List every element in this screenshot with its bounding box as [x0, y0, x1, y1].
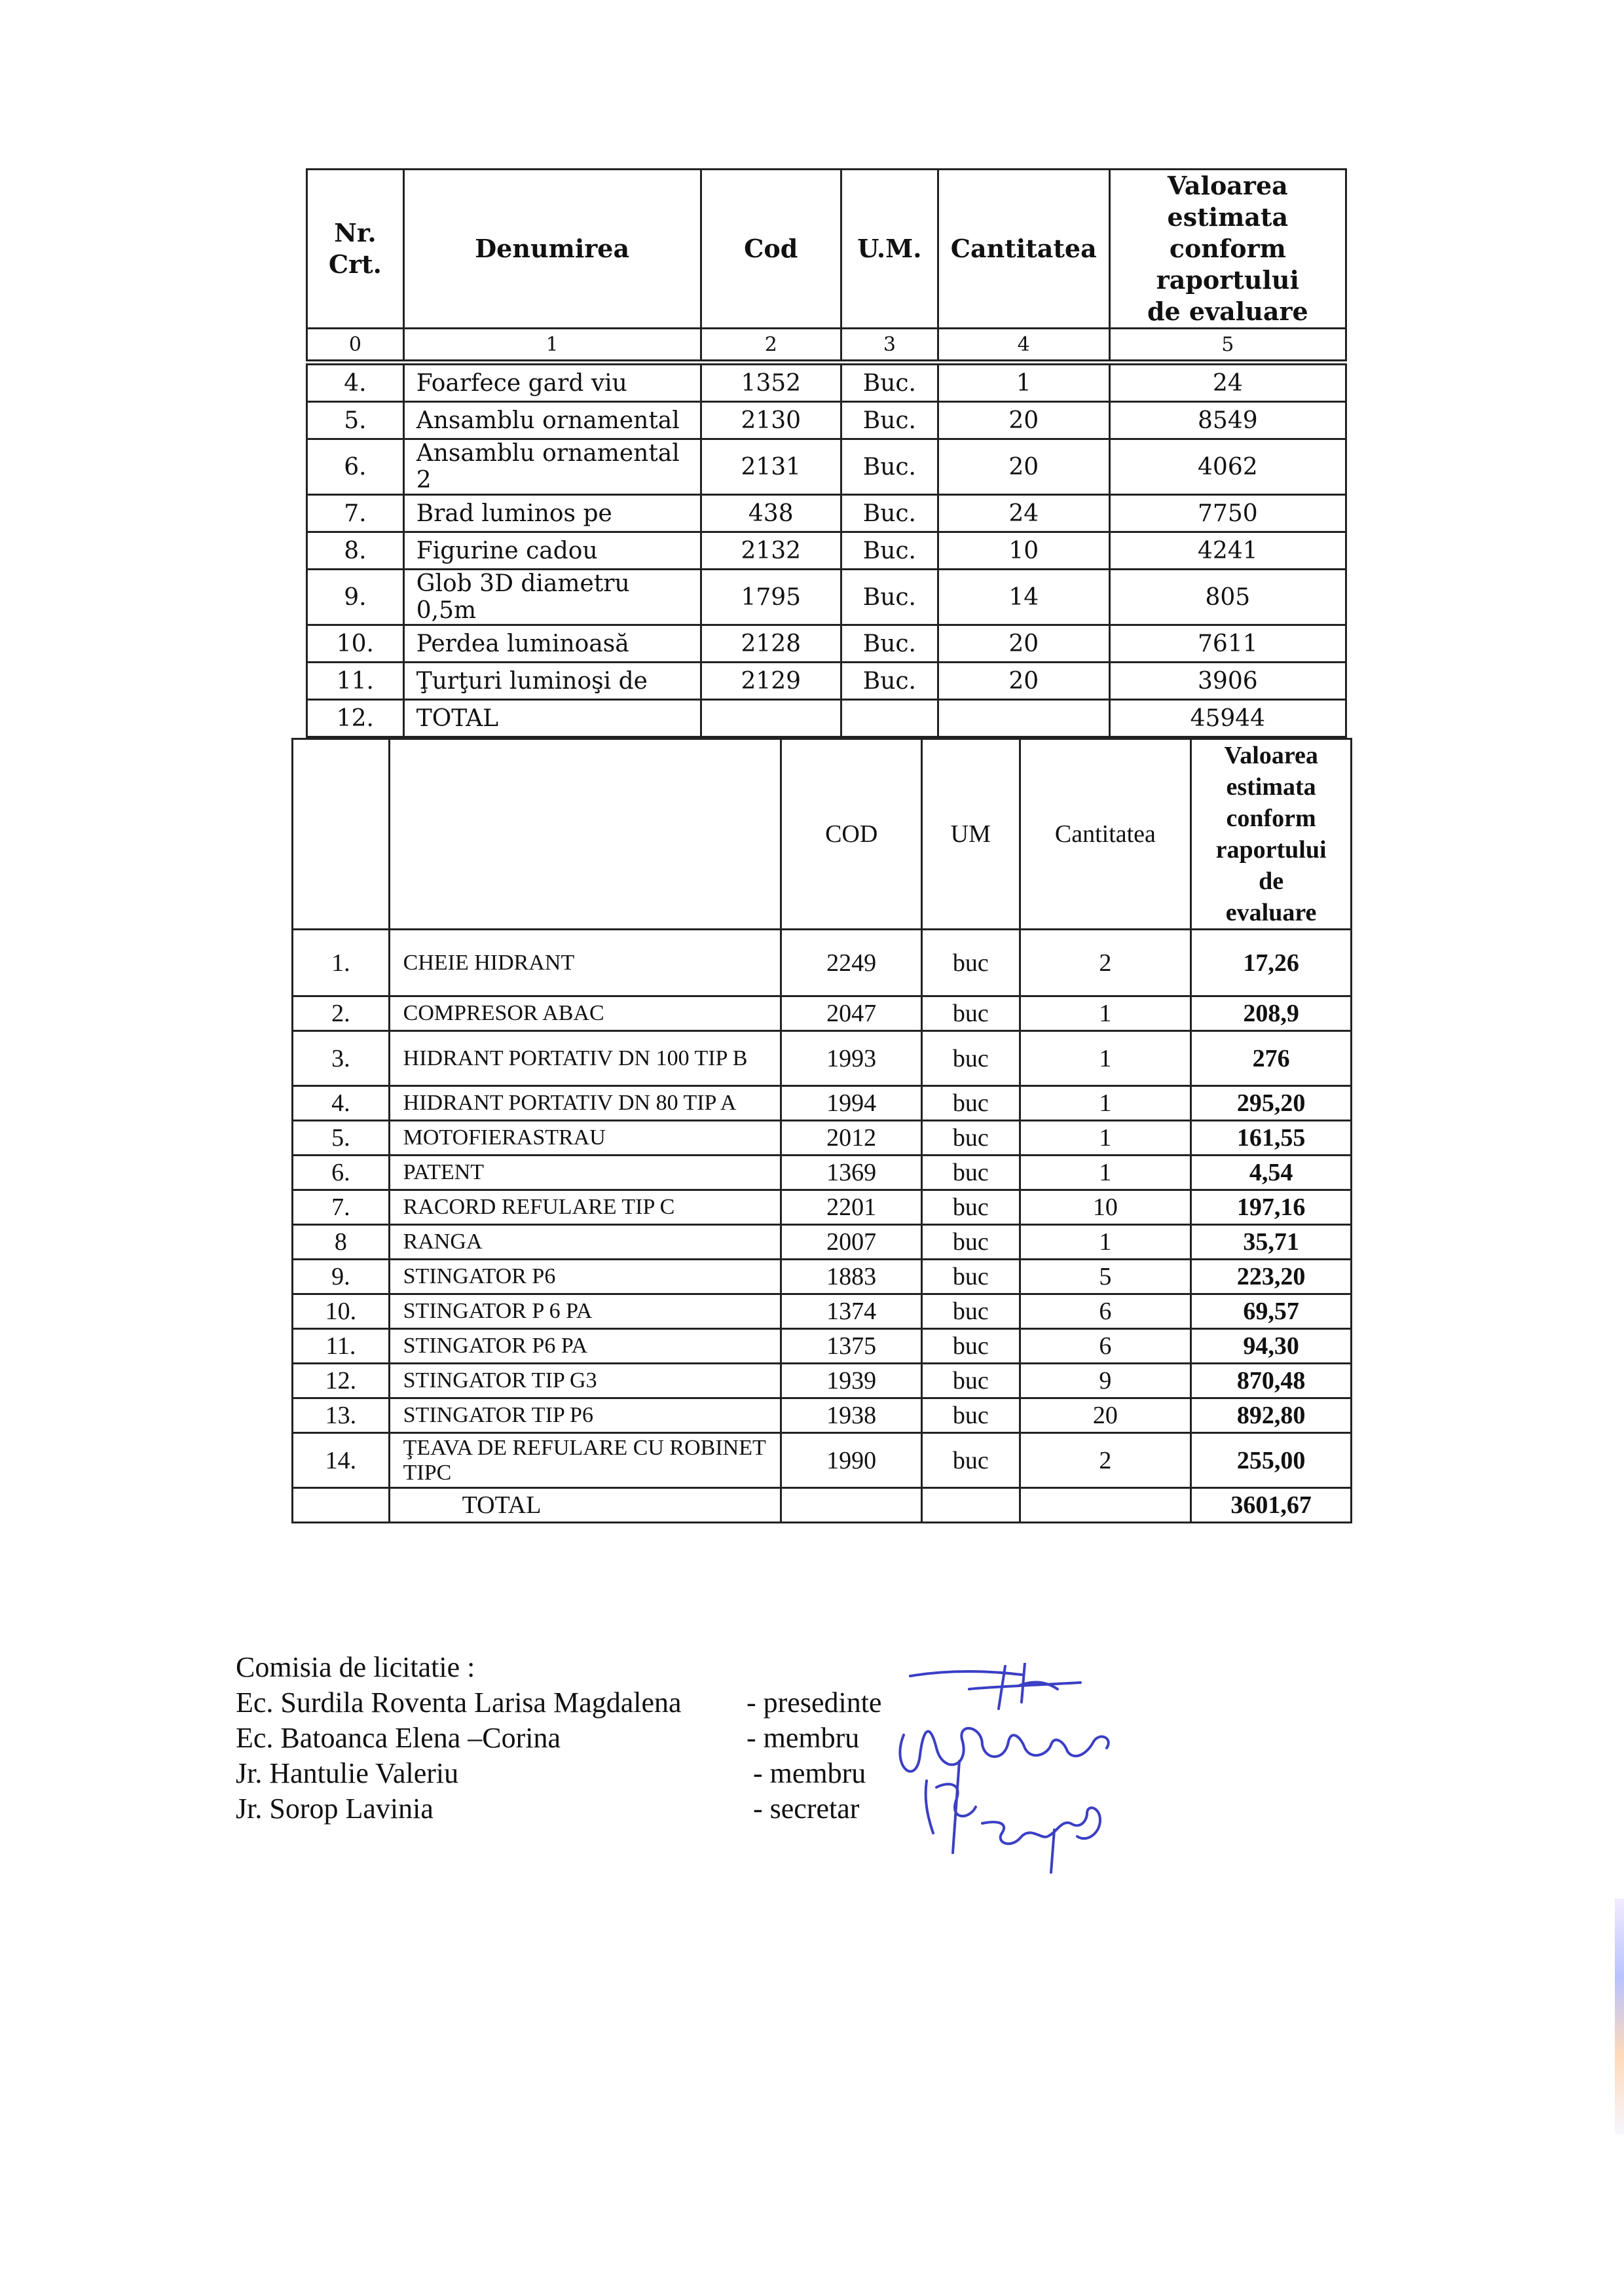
cell-nr: 5.	[307, 402, 404, 439]
cell-name: HIDRANT PORTATIV DN 100 TIP B	[389, 1031, 781, 1086]
cell-nr: 1.	[293, 930, 390, 996]
cell-name: Figurine cadou	[403, 532, 701, 570]
cell-name: STINGATOR P6	[389, 1260, 781, 1294]
header-row	[293, 739, 1352, 930]
total-value: 3601,67	[1191, 1488, 1352, 1523]
cell-qty: 10	[1020, 1190, 1191, 1225]
cell-nr: 9.	[307, 570, 404, 625]
cell-nr: 2.	[293, 996, 390, 1031]
cell-cod: 2007	[781, 1225, 921, 1260]
cell-um: buc	[921, 1364, 1020, 1398]
table-row	[307, 363, 1346, 402]
cell-val: 17,26	[1191, 930, 1352, 996]
member-role: - secretar	[753, 1793, 860, 1825]
cell-qty: 6	[1020, 1294, 1191, 1329]
table-row	[307, 402, 1346, 439]
cell-um: Buc.	[841, 363, 938, 402]
cell-name: RACORD REFULARE TIP C	[389, 1190, 781, 1225]
cell-val: 870,48	[1191, 1364, 1352, 1398]
cell-name: Ansamblu ornamental	[403, 402, 701, 439]
table-row	[293, 1364, 1352, 1398]
table-row	[293, 1294, 1352, 1329]
total-label: TOTAL	[403, 700, 701, 737]
cell-name: RANGA	[389, 1225, 781, 1260]
cell-name: STINGATOR P 6 PA	[389, 1294, 781, 1329]
empty-cell	[781, 1488, 921, 1523]
cell-val: 805	[1109, 570, 1346, 625]
cell-val: 94,30	[1191, 1329, 1352, 1364]
column-index: 0	[307, 329, 404, 363]
cell-um: buc	[921, 1086, 1020, 1121]
cell-nr: 11.	[307, 663, 404, 700]
inventory-table-2	[291, 738, 1352, 1523]
cell-um: buc	[921, 1260, 1020, 1294]
cell-um: Buc.	[841, 663, 938, 700]
cell-qty: 1	[1020, 1031, 1191, 1086]
cell-cod: 2047	[781, 996, 921, 1031]
table-row	[293, 930, 1352, 996]
cell-nr: 8.	[307, 532, 404, 570]
cell-val: 255,00	[1191, 1433, 1352, 1488]
cell-qty: 20	[1020, 1398, 1191, 1433]
column-header	[389, 739, 781, 930]
empty-cell	[1020, 1488, 1191, 1523]
cell-name: Perdea luminoasă	[403, 625, 701, 663]
cell-um: buc	[921, 1433, 1020, 1488]
cell-um: buc	[921, 1190, 1020, 1225]
cell-name: COMPRESOR ABAC	[389, 996, 781, 1031]
handwritten-signatures	[891, 1663, 1126, 1879]
total-label: TOTAL	[389, 1488, 781, 1523]
cell-val: 4062	[1109, 439, 1346, 495]
column-header	[293, 739, 390, 930]
cell-qty: 14	[938, 570, 1109, 625]
cell-um: buc	[921, 1225, 1020, 1260]
table-row	[307, 532, 1346, 570]
cell-um: Buc.	[841, 402, 938, 439]
cell-qty: 20	[938, 402, 1109, 439]
cell-name: STINGATOR TIP P6	[389, 1398, 781, 1433]
column-header: Cantitatea	[938, 170, 1109, 329]
cell-qty: 20	[938, 625, 1109, 663]
cell-nr: 5.	[293, 1121, 390, 1156]
cell-val: 7611	[1109, 625, 1346, 663]
member-role: - presedinte	[747, 1686, 882, 1719]
table-row	[293, 1156, 1352, 1190]
cell-cod: 1352	[701, 363, 841, 402]
cell-cod: 2132	[701, 532, 841, 570]
table-row	[293, 1329, 1352, 1364]
cell-name: STINGATOR TIP G3	[389, 1364, 781, 1398]
cell-cod: 1939	[781, 1364, 921, 1398]
cell-qty: 1	[938, 363, 1109, 402]
cell-val: 4241	[1109, 532, 1346, 570]
cell-qty: 1	[1020, 996, 1191, 1031]
cell-cod: 1994	[781, 1086, 921, 1121]
table-row	[307, 625, 1346, 663]
cell-um: Buc.	[841, 570, 938, 625]
column-header: UM	[921, 739, 1020, 930]
cell-nr: 4.	[307, 363, 404, 402]
member-role: - membru	[747, 1722, 860, 1754]
cell-nr: 6.	[307, 439, 404, 495]
cell-val: 24	[1109, 363, 1346, 402]
cell-um: Buc.	[841, 532, 938, 570]
cell-nr: 8	[293, 1225, 390, 1260]
cell-val: 276	[1191, 1031, 1352, 1086]
member-name: Ec. Surdila Roventa Larisa Magdalena	[236, 1686, 682, 1719]
member-role: - membru	[753, 1757, 866, 1789]
cell-name: HIDRANT PORTATIV DN 80 TIP A	[389, 1086, 781, 1121]
scan-edge-artifact	[1615, 1899, 1624, 2134]
empty-cell	[938, 700, 1109, 737]
table-row	[293, 1433, 1352, 1488]
cell-qty: 1	[1020, 1156, 1191, 1190]
cell-cod: 1990	[781, 1433, 921, 1488]
empty-cell	[293, 1488, 390, 1523]
member-name: Jr. Hantulie Valeriu	[236, 1757, 459, 1789]
cell-val: 208,9	[1191, 996, 1352, 1031]
cell-cod: 1375	[781, 1329, 921, 1364]
cell-nr: 3.	[293, 1031, 390, 1086]
cell-um: buc	[921, 1294, 1020, 1329]
total-row	[293, 1488, 1352, 1523]
cell-nr: 13.	[293, 1398, 390, 1433]
cell-qty: 10	[938, 532, 1109, 570]
cell-um: buc	[921, 1156, 1020, 1190]
table-row	[293, 1086, 1352, 1121]
cell-qty: 1	[1020, 1225, 1191, 1260]
column-index: 3	[841, 329, 938, 363]
cell-um: buc	[921, 930, 1020, 996]
cell-name: MOTOFIERASTRAU	[389, 1121, 781, 1156]
table-row	[307, 495, 1346, 532]
cell-cod: 2128	[701, 625, 841, 663]
column-header: Valoarea estimata conform raportului de evaluare	[1109, 170, 1346, 329]
cell-nr: 11.	[293, 1329, 390, 1364]
cell-cod: 2201	[781, 1190, 921, 1225]
cell-cod: 1883	[781, 1260, 921, 1294]
cell-um: buc	[921, 1398, 1020, 1433]
cell-val: 35,71	[1191, 1225, 1352, 1260]
inventory-table-1	[306, 168, 1347, 738]
column-header: U.M.	[841, 170, 938, 329]
cell-nr: 12.	[293, 1364, 390, 1398]
column-index: 4	[938, 329, 1109, 363]
cell-qty: 5	[1020, 1260, 1191, 1294]
column-header: Valoarea estimata conform raportului de evaluare	[1191, 739, 1352, 930]
total-row	[307, 700, 1346, 737]
cell-qty: 9	[1020, 1364, 1191, 1398]
cell-um: Buc.	[841, 625, 938, 663]
cell-nr: 10.	[307, 625, 404, 663]
cell-cod: 1795	[701, 570, 841, 625]
cell-val: 295,20	[1191, 1086, 1352, 1121]
cell-nr: 7.	[293, 1190, 390, 1225]
cell-cod: 438	[701, 495, 841, 532]
cell-um: Buc.	[841, 495, 938, 532]
column-header: Cantitatea	[1020, 739, 1191, 930]
column-header: Cod	[701, 170, 841, 329]
table-row	[293, 1260, 1352, 1294]
cell-qty: 20	[938, 439, 1109, 495]
cell-um: buc	[921, 1031, 1020, 1086]
cell-name: Foarfece gard viu	[403, 363, 701, 402]
column-index-row	[307, 329, 1346, 363]
cell-val: 4,54	[1191, 1156, 1352, 1190]
total-value: 45944	[1109, 700, 1346, 737]
cell-nr: 12.	[307, 700, 404, 737]
cell-name: Glob 3D diametru 0,5m	[403, 570, 701, 625]
cell-nr: 14.	[293, 1433, 390, 1488]
cell-name: STINGATOR P6 PA	[389, 1329, 781, 1364]
cell-qty: 20	[938, 663, 1109, 700]
cell-qty: 1	[1020, 1121, 1191, 1156]
cell-cod: 2249	[781, 930, 921, 996]
cell-name: Brad luminos pe	[403, 495, 701, 532]
empty-cell	[921, 1488, 1020, 1523]
cell-qty: 24	[938, 495, 1109, 532]
table-row	[293, 1225, 1352, 1260]
cell-val: 223,20	[1191, 1260, 1352, 1294]
cell-nr: 4.	[293, 1086, 390, 1121]
cell-nr: 6.	[293, 1156, 390, 1190]
member-name: Ec. Batoanca Elena –Corina	[236, 1722, 561, 1754]
cell-qty: 2	[1020, 930, 1191, 996]
cell-val: 892,80	[1191, 1398, 1352, 1433]
table-row	[293, 1031, 1352, 1086]
cell-qty: 1	[1020, 1086, 1191, 1121]
cell-val: 3906	[1109, 663, 1346, 700]
column-index: 2	[701, 329, 841, 363]
cell-name: PATENT	[389, 1156, 781, 1190]
cell-name: ŢEAVA DE REFULARE CU ROBINET TIPC	[389, 1433, 781, 1488]
column-index: 1	[403, 329, 701, 363]
table-row	[293, 1190, 1352, 1225]
cell-name: Ţurţuri luminoşi de	[403, 663, 701, 700]
column-header: Denumirea	[403, 170, 701, 329]
column-index: 5	[1109, 329, 1346, 363]
cell-cod: 2012	[781, 1121, 921, 1156]
cell-um: Buc.	[841, 439, 938, 495]
cell-nr: 9.	[293, 1260, 390, 1294]
cell-val: 69,57	[1191, 1294, 1352, 1329]
table-row	[307, 570, 1346, 625]
table-row	[307, 663, 1346, 700]
cell-cod: 2130	[701, 402, 841, 439]
cell-name: CHEIE HIDRANT	[389, 930, 781, 996]
cell-cod: 2129	[701, 663, 841, 700]
cell-nr: 7.	[307, 495, 404, 532]
table-row	[293, 1398, 1352, 1433]
cell-cod: 1374	[781, 1294, 921, 1329]
cell-nr: 10.	[293, 1294, 390, 1329]
column-header: COD	[781, 739, 921, 930]
cell-cod: 1369	[781, 1156, 921, 1190]
cell-val: 161,55	[1191, 1121, 1352, 1156]
cell-val: 7750	[1109, 495, 1346, 532]
cell-um: buc	[921, 1329, 1020, 1364]
cell-val: 8549	[1109, 402, 1346, 439]
cell-cod: 1938	[781, 1398, 921, 1433]
cell-um: buc	[921, 996, 1020, 1031]
cell-cod: 1993	[781, 1031, 921, 1086]
empty-cell	[701, 700, 841, 737]
cell-qty: 6	[1020, 1329, 1191, 1364]
table-row	[293, 996, 1352, 1031]
header-row	[307, 170, 1346, 329]
cell-cod: 2131	[701, 439, 841, 495]
cell-qty: 2	[1020, 1433, 1191, 1488]
cell-um: buc	[921, 1121, 1020, 1156]
cell-name: Ansamblu ornamental 2	[403, 439, 701, 495]
empty-cell	[841, 700, 938, 737]
table-row	[307, 439, 1346, 495]
cell-val: 197,16	[1191, 1190, 1352, 1225]
table-row	[293, 1121, 1352, 1156]
member-name: Jr. Sorop Lavinia	[236, 1793, 434, 1825]
column-header: Nr. Crt.	[307, 170, 404, 329]
